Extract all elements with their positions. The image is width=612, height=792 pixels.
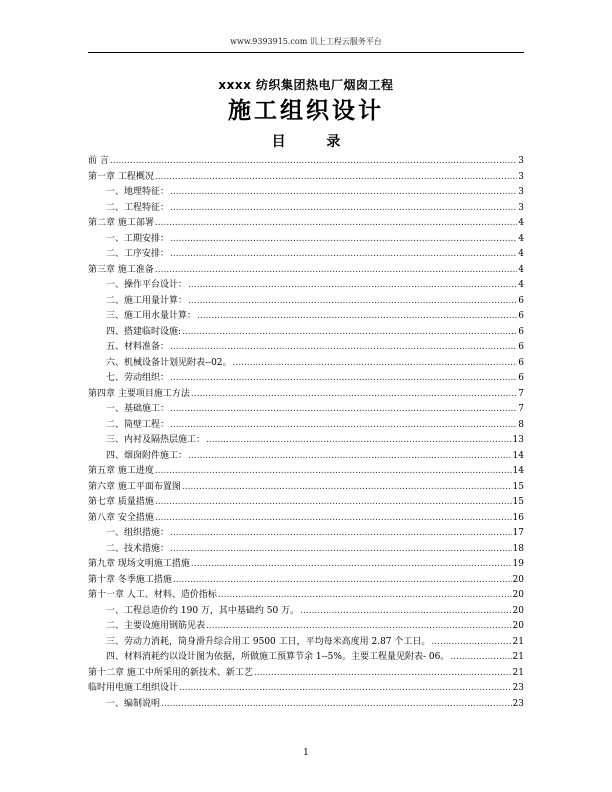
toc-leader-dots [206, 433, 512, 449]
toc-heading: 目 录 [271, 134, 341, 150]
toc-entry-label: 五、材料准备： [106, 342, 170, 352]
toc-entry-page: 21 [512, 636, 524, 647]
toc-entry-page: 6 [518, 342, 524, 352]
toc-entry-label: 二、筒壁工程： [106, 419, 170, 430]
toc-entry-page: 16 [512, 512, 524, 523]
toc-entry-page: 6 [518, 373, 524, 383]
toc-leader-dots [110, 154, 517, 170]
toc-entry-label: 四、搭建临时设施: [106, 326, 182, 337]
toc-entry-page: 17 [512, 528, 524, 538]
toc-entry[interactable] [88, 294, 524, 310]
toc-entry[interactable] [88, 573, 524, 589]
toc-entry-label: 第六章 施工平面布置图 [88, 481, 181, 492]
toc-entry-label: 第二章 施工部署 [88, 218, 154, 228]
toc-entry[interactable] [88, 480, 524, 496]
toc-leader-dots [233, 356, 518, 372]
toc-entry[interactable] [88, 681, 524, 697]
toc-entry-page: 3 [518, 171, 524, 182]
toc-entry-page: 19 [512, 559, 524, 569]
toc-leader-dots [197, 309, 517, 325]
toc-leader-dots [170, 247, 517, 263]
toc-entry-page: 4 [518, 280, 524, 290]
toc-leader-dots [155, 216, 517, 232]
toc-entry[interactable] [88, 371, 524, 387]
toc-entry[interactable] [88, 433, 524, 449]
toc-entry[interactable] [88, 201, 524, 217]
toc-entry[interactable] [88, 697, 524, 713]
toc-entry-page: 7 [518, 388, 524, 399]
toc-leader-dots [170, 542, 512, 558]
toc-entry-label: 第四章 主要项目施工方法 [88, 388, 190, 399]
toc-leader-dots [170, 232, 517, 248]
toc-leader-dots [188, 294, 517, 310]
toc-leader-dots [170, 418, 517, 434]
toc-entry[interactable] [88, 340, 524, 356]
toc-entry-page: 6 [518, 311, 524, 321]
toc-entry-page: 6 [518, 295, 524, 306]
toc-leader-dots [206, 619, 512, 635]
toc-entry-page: 3 [518, 187, 524, 197]
toc-entry[interactable] [88, 666, 524, 682]
toc-entry-page: 23 [512, 698, 524, 709]
toc-entry[interactable] [88, 170, 524, 186]
toc-entry[interactable] [88, 619, 524, 635]
toc-entry-label: 四、材料消耗约以设计图为依据，所做施工预算节余 1--5%。主要工程量见附表- 06。 [106, 652, 450, 662]
toc-entry[interactable] [88, 216, 524, 232]
toc-entry-label: 四、烟囱附件施工： [106, 450, 188, 461]
toc-entry-label: 二、主要设施用钢筋见表 [106, 621, 206, 631]
toc-leader-dots [170, 185, 517, 201]
toc-entry-page: 14 [512, 466, 524, 476]
header-text: www.9393915.com 讥上工程云服务平台 [230, 37, 382, 46]
toc-entry-label: 一、组织措施： [106, 528, 170, 538]
toc-entry-page: 15 [512, 497, 524, 507]
toc-entry[interactable] [88, 247, 524, 263]
toc-leader-dots [191, 557, 512, 573]
page-number: 1 [303, 748, 309, 758]
toc-entry-page: 20 [512, 574, 524, 585]
toc-leader-dots [254, 666, 512, 682]
toc-leader-dots [191, 387, 517, 403]
toc-entry[interactable] [88, 278, 524, 294]
toc-entry-label: 二、工程特征： [106, 202, 170, 213]
toc-entry-page: 18 [512, 543, 524, 554]
toc-entry-label: 第十章 冬季施工措施 [88, 574, 172, 585]
toc-entry-page: 8 [518, 419, 524, 430]
toc-entry-page: 13 [512, 435, 524, 445]
toc-entry-label: 一、地理特征： [106, 187, 170, 197]
toc-entry-label: 三、内衬及隔热层施工： [106, 435, 206, 445]
toc-entry[interactable] [88, 542, 524, 558]
toc-entry-label: 一、操作平台设计： [106, 280, 188, 290]
toc-entry-label: 三、劳动力消耗，筒身滑升综合用工 9500 工日，平均每米高度用 2.87 个工日。 [106, 636, 431, 647]
toc-entry-label: 临时用电施工组织设计 [88, 683, 179, 693]
toc-entry-label: 第五章 施工进度 [88, 466, 154, 476]
toc-leader-dots [170, 526, 512, 542]
toc-entry[interactable] [88, 557, 524, 573]
toc-entry-page: 21 [512, 652, 524, 662]
toc-leader-dots [155, 170, 517, 186]
toc-entry[interactable] [88, 154, 524, 170]
toc-entry[interactable] [88, 495, 524, 511]
toc-entry-page: 6 [518, 326, 524, 337]
toc-entry-label: 七、劳动组织： [106, 373, 170, 383]
toc-entry-page: 20 [512, 590, 524, 600]
toc-leader-dots [188, 278, 517, 294]
toc-entry-label: 第九章 现场文明施工措施 [88, 559, 190, 569]
toc-leader-dots [155, 464, 512, 480]
header-rule [88, 52, 524, 53]
toc-leader-dots [170, 402, 517, 418]
toc-entry[interactable] [88, 325, 524, 341]
toc-entry-page: 4 [518, 233, 524, 244]
toc-leader-dots [170, 371, 517, 387]
toc-entry-page: 20 [512, 621, 524, 631]
toc-entry-page: 15 [512, 481, 524, 492]
toc-entry[interactable] [88, 511, 524, 527]
toc-entry-page: 14 [512, 450, 524, 461]
toc-leader-dots [155, 511, 512, 527]
toc-leader-dots [431, 635, 511, 651]
toc-entry-label: 第三章 施工准备 [88, 264, 154, 275]
toc-leader-dots [182, 325, 517, 341]
toc-entry-label: 一、工程总造价约 190 万，其中基础约 50 万。 [106, 605, 300, 616]
toc-leader-dots [182, 480, 512, 496]
toc-entry-label: 第一章 工程概况 [88, 171, 154, 182]
toc-entry-page: 21 [512, 667, 524, 678]
toc-entry[interactable] [88, 185, 524, 201]
toc-entry[interactable] [88, 464, 524, 480]
toc-leader-dots [188, 449, 512, 465]
toc-entry[interactable] [88, 232, 524, 248]
table-of-contents [88, 154, 524, 712]
toc-entry-page: 4 [518, 249, 524, 259]
toc-entry-page: 3 [518, 156, 524, 166]
toc-entry-page: 7 [518, 404, 524, 414]
toc-entry-label: 二、施工用量计算： [106, 295, 188, 306]
toc-leader-dots [155, 495, 512, 511]
toc-leader-dots [155, 263, 517, 279]
toc-entry-page: 20 [512, 605, 524, 616]
toc-leader-dots [170, 340, 517, 356]
toc-entry-label: 一、编制说明 [106, 698, 161, 709]
toc-leader-dots [179, 681, 512, 697]
toc-entry[interactable] [88, 418, 524, 434]
toc-entry-page: 4 [518, 264, 524, 275]
toc-entry[interactable] [88, 650, 524, 666]
toc-entry[interactable] [88, 588, 524, 604]
toc-entry-label: 第七章 质量措施 [88, 497, 154, 507]
toc-entry-label: 第十一章 人工、材料、造价指标 [88, 590, 217, 600]
toc-entry-page: 23 [512, 683, 524, 693]
toc-entry-label: 第八章 安全措施 [88, 512, 154, 523]
toc-entry[interactable] [88, 526, 524, 542]
toc-entry-label: 二、工序安排： [106, 249, 170, 259]
toc-entry[interactable] [88, 387, 524, 403]
toc-leader-dots [173, 573, 512, 589]
toc-entry-label: 前 言 [88, 156, 109, 166]
document-title: 施工组织设计 [228, 98, 384, 124]
toc-entry[interactable] [88, 604, 524, 620]
toc-entry[interactable] [88, 449, 524, 465]
toc-leader-dots [218, 588, 512, 604]
toc-leader-dots [450, 650, 511, 666]
toc-leader-dots [170, 201, 517, 217]
toc-entry-label: 一、工期安排： [106, 233, 170, 244]
document-subtitle: xxxx 纺织集团热电厂烟囱工程 [218, 78, 394, 92]
toc-leader-dots [300, 604, 511, 620]
toc-leader-dots [161, 697, 512, 713]
toc-entry-page: 3 [518, 202, 524, 213]
toc-entry-label: 第十二章 施工中所采用的新技术、新工艺 [88, 667, 253, 678]
toc-entry-label: 一、基础施工： [106, 404, 170, 414]
toc-entry[interactable] [88, 635, 524, 651]
toc-entry-label: 二、技术措施： [106, 543, 170, 554]
toc-entry-page: 4 [518, 218, 524, 228]
toc-entry[interactable] [88, 356, 524, 372]
toc-entry[interactable] [88, 263, 524, 279]
toc-entry-page: 6 [518, 357, 524, 368]
toc-entry-label: 三、施工用水量计算： [106, 311, 197, 321]
toc-entry[interactable] [88, 309, 524, 325]
toc-entry[interactable] [88, 402, 524, 418]
toc-entry-label: 六、机械设备计划见附表--02。 [106, 357, 232, 368]
